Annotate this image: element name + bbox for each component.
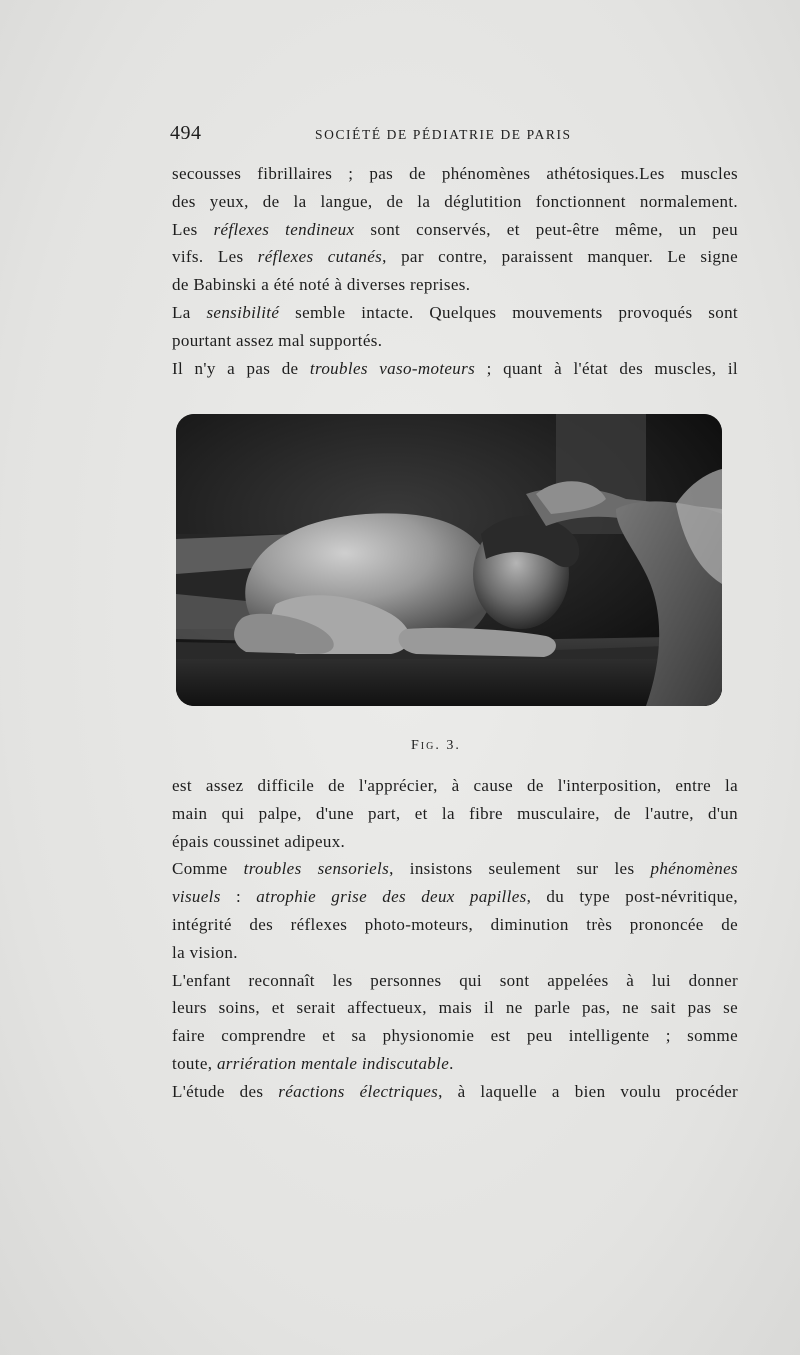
text-line [172,1022,738,1050]
text-segment: pourtant assez mal supportés. [172,330,383,350]
text-segment: ; quant à l'état des muscles, il [475,358,738,378]
text-segment: semble intacte. Quelques mouvements provoqués sont [279,302,738,322]
text-segment: La [172,302,207,322]
text-line [172,855,738,883]
text-segment: épais coussinet adipeux. [172,831,346,851]
text-line [172,355,738,383]
text-line [172,299,738,327]
text-line [172,243,738,271]
text-line [172,911,738,939]
italic-text: troubles sensoriels [243,859,390,879]
running-title: SOCIÉTÉ DE PÉDIATRIE DE PARIS [315,127,572,142]
text-segment: L'enfant reconnaît les personnes qui sont appelées à lui donner [172,970,738,990]
text-segment: . [449,1053,454,1073]
text-segment: Comme [172,859,244,879]
text-segment: vifs. Les [172,247,258,267]
text-line [172,216,738,244]
text-segment: leurs soins, et serait affectueux, mais il ne parle pas, ne sait pas se [172,998,738,1018]
page-number: 494 [170,122,202,144]
text-line [172,327,738,355]
text-segment: secousses fibrillaires ; pas de phénomènes athétosiques.Les muscles [172,164,738,183]
text-segment: , du type post-névritique, [526,887,738,907]
italic-text: troubles vaso-moteurs [309,358,476,378]
text-line [172,967,738,995]
italic-text: réflexes cutanés [257,247,383,267]
italic-text: atrophie grise des deux papilles [256,887,527,907]
italic-text: réactions électriques [278,1081,439,1101]
italic-text: sensibilité [206,302,280,322]
text-block-upper [172,160,738,382]
italic-text: visuels [172,887,221,907]
text-segment: intégrité des réflexes photo-moteurs, diminution très prononcée de [172,914,738,934]
text-line [172,772,738,800]
text-segment: , par contre, paraissent manquer. Le signe [382,247,738,267]
text-line [172,828,738,856]
text-line [172,188,738,216]
text-segment: Les [172,219,214,239]
text-segment: toute, [172,1053,217,1073]
text-segment: L'étude des [172,1081,279,1101]
text-block-lower [172,772,738,1106]
text-line [172,800,738,828]
text-segment: , insistons seulement sur les [389,859,651,879]
text-segment: : [220,887,257,907]
figure-caption: Fig. 3. [411,738,461,753]
text-segment: de Babinski a été noté à diverses reprises. [172,275,471,295]
text-segment: Il n'y a pas de [172,358,310,378]
text-segment: main qui palpe, d'une part, et la fibre musculaire, de l'autre, d'un [172,803,738,823]
text-segment: faire comprendre et sa physionomie est peu intelligente ; somme [172,1026,738,1046]
text-line [172,883,738,911]
text-segment: la vision. [172,942,238,962]
page-header [170,122,740,146]
text-line [172,271,738,299]
text-segment: est assez difficile de l'apprécier, à cause de l'interposition, entre la [172,776,738,795]
text-segment: des yeux, de la langue, de la déglutition fonctionnent normalement. [172,191,738,211]
text-line [172,160,738,188]
italic-text: réflexes tendineux [213,219,355,239]
figure-photograph [176,414,722,706]
text-line [172,1050,738,1078]
text-line [172,994,738,1022]
italic-text: phénomènes [650,859,738,879]
text-segment: , à laquelle a bien voulu procéder [438,1081,739,1101]
italic-text: arriération mentale indiscutable [216,1053,450,1073]
text-line [172,1078,738,1106]
photograph-image [176,414,722,706]
text-segment: sont conservés, et peut-être même, un peu [354,219,738,239]
text-line [172,939,738,967]
